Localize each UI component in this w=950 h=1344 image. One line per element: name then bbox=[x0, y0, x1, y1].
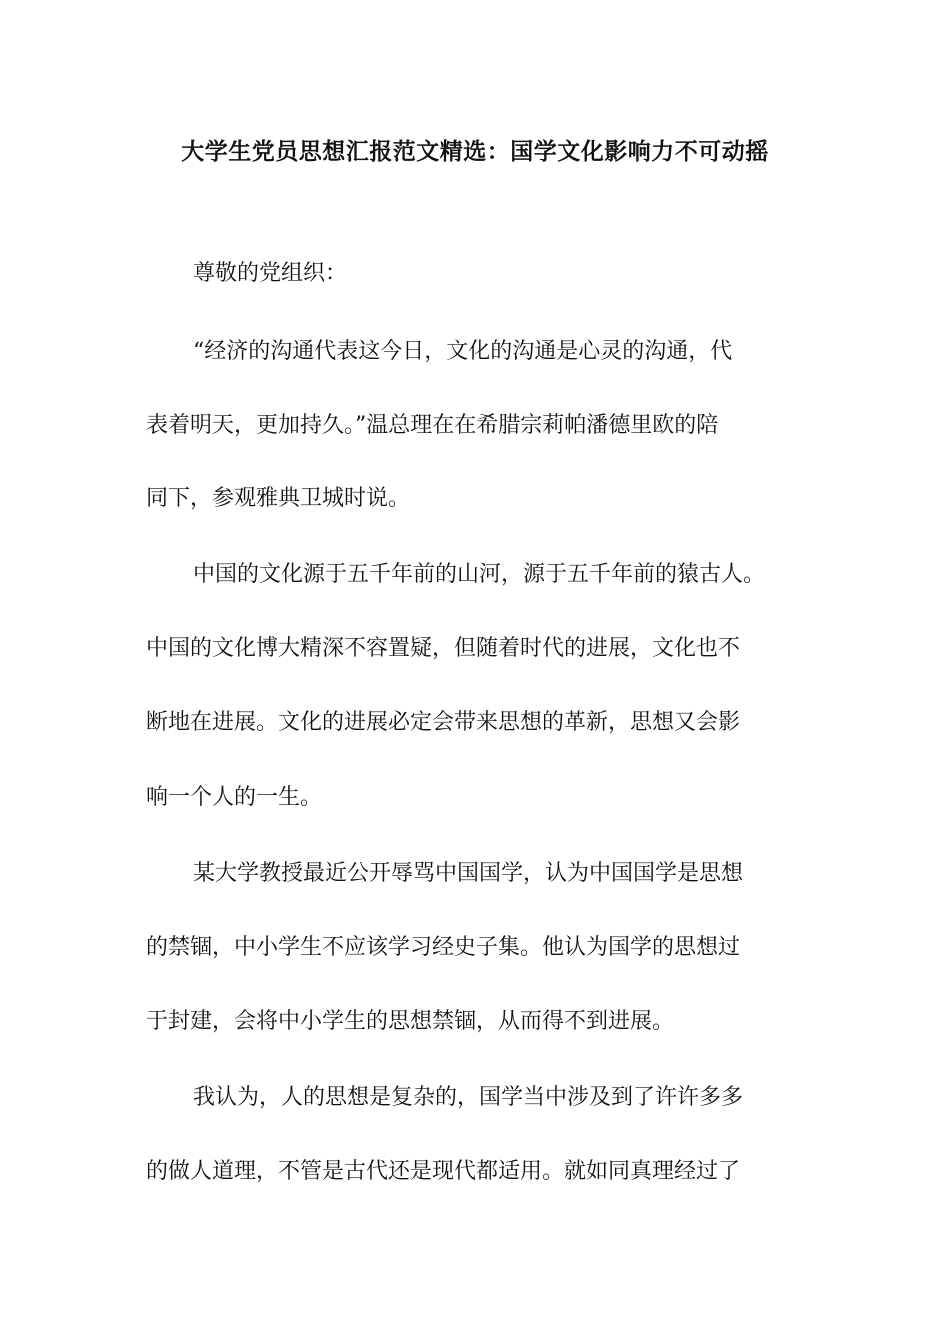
paragraph-2-line-4: 响一个人的一生。 bbox=[146, 785, 323, 810]
document-title: 大学生党员思想汇报范文精选：国学文化影响力不可动摇 bbox=[181, 138, 769, 165]
paragraph-3-line-3: 于封建，会将中小学生的思想禁锢，从而得不到进展。 bbox=[146, 1009, 675, 1034]
paragraph-1-line-2: 表着明天，更加持久。”温总理在在希腊宗莉帕潘德里欧的陪 bbox=[146, 413, 719, 438]
paragraph-1-line-3: 同下，参观雅典卫城时说。 bbox=[146, 486, 411, 511]
paragraph-4-line-2: 的做人道理，不管是古代还是现代都适用。就如同真理经过了 bbox=[146, 1159, 741, 1184]
paragraph-2-line-3: 断地在进展。文化的进展必定会带来思想的革新，思想又会影 bbox=[146, 710, 741, 735]
paragraph-2-line-2: 中国的文化博大精深不容置疑，但随着时代的进展，文化也不 bbox=[146, 636, 741, 661]
paragraph-4-line-1: 我认为，人的思想是复杂的，国学当中涉及到了许许多多 bbox=[193, 1085, 744, 1110]
paragraph-1-line-1: “经济的沟通代表这今日，文化的沟通是心灵的沟通，代 bbox=[193, 339, 733, 364]
paragraph-2-line-1: 中国的文化源于五千年前的山河，源于五千年前的猿古人。 bbox=[193, 562, 766, 587]
salutation-line: 尊敬的党组织： bbox=[193, 261, 348, 286]
paragraph-3-line-1: 某大学教授最近公开辱骂中国国学，认为中国国学是思想 bbox=[193, 861, 744, 886]
paragraph-3-line-2: 的禁锢，中小学生不应该学习经史子集。他认为国学的思想过 bbox=[146, 935, 741, 960]
